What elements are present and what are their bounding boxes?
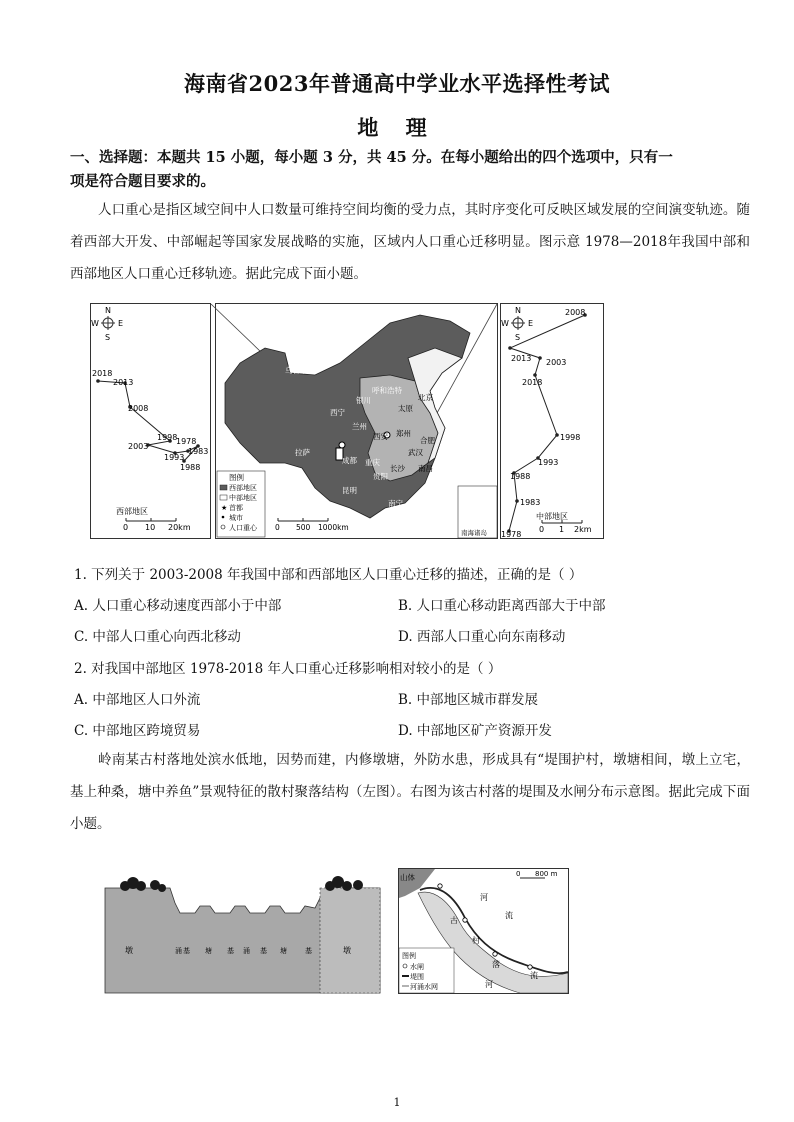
question-2-stem: 2. 对我国中部地区 1978-2018 年人口重心迁移影响相对较小的是（ ） [74, 661, 502, 677]
left-compass-n: N [105, 306, 111, 315]
city-xian: 西安 [373, 432, 388, 441]
right-scale-2: 2km [574, 525, 592, 534]
left-scale-10: 10 [145, 523, 156, 532]
q2-option-c[interactable]: C. 中部地区跨境贸易 [74, 723, 201, 739]
right-compass-n: N [515, 306, 521, 315]
exam-title: 海南省2023年普通高中学业水平选择性考试 [184, 71, 610, 96]
right-year-2018: 2018 [522, 378, 543, 387]
xs-label-7: 基 [260, 947, 267, 955]
xs-label-3: 基 [183, 947, 190, 955]
legend-capital: 首都 [229, 504, 243, 512]
section-heading [70, 146, 750, 194]
xs-label-4: 塘 [205, 947, 212, 955]
left-compass-e: E [118, 319, 124, 328]
city-beijing: 北京 [418, 393, 433, 402]
right-year-1978: 1978 [501, 530, 522, 539]
left-year-1993: 1993 [164, 453, 185, 462]
legend-west-swatch [220, 485, 227, 490]
map-scale-500: 500 [296, 523, 311, 532]
left-year-1998: 1998 [157, 433, 178, 442]
q1-option-a[interactable]: A. 人口重心移动速度西部小于中部 [74, 598, 282, 614]
right-scale-1: 1 [559, 525, 565, 534]
right-year-1988: 1988 [510, 472, 531, 481]
map-label-he2: 河 [485, 980, 493, 989]
village-scale-0: 0 [516, 870, 521, 878]
left-scale-0: 0 [123, 523, 129, 532]
city-changsha: 长沙 [390, 464, 405, 473]
right-compass-e: E [528, 319, 534, 328]
right-region-label: 中部地区 [536, 512, 568, 521]
legend-gravity-icon [221, 525, 225, 529]
city-nanchang: 南昌 [418, 464, 433, 473]
map-label-luo: 落 [492, 960, 500, 969]
city-kunming: 昆明 [342, 486, 357, 495]
left-year-1983: 1983 [188, 447, 209, 456]
city-lhasa: 拉萨 [295, 448, 310, 457]
right-year-2003: 2003 [546, 358, 567, 367]
city-zhengzhou: 郑州 [396, 429, 411, 438]
cross-section-diagram [105, 876, 380, 993]
subject-title: 地 理 [357, 115, 437, 140]
village-legend-title: 图例 [402, 952, 416, 960]
mountain-label: 山体 [400, 873, 415, 882]
right-compass-w: W [501, 319, 509, 328]
left-year-1978: 1978 [176, 437, 197, 446]
q1-option-b[interactable]: B. 人口重心移动距离西部大于中部 [398, 598, 606, 614]
left-year-2013: 2013 [113, 378, 134, 387]
left-compass-w: W [91, 319, 99, 328]
right-year-1998: 1998 [560, 433, 581, 442]
q2-option-b[interactable]: B. 中部地区城市群发展 [398, 692, 539, 708]
village-scale-800: 800 m [535, 870, 558, 878]
village-legend-sluice: 水闸 [410, 963, 424, 971]
figure-1 [90, 303, 605, 539]
figure-1-svg [90, 303, 605, 539]
city-chengdu: 成都 [342, 456, 357, 465]
xs-label-6: 涌 [243, 947, 250, 955]
xs-label-1: 墩 [125, 946, 133, 955]
city-nanning: 南宁 [388, 499, 403, 508]
right-year-2013: 2013 [511, 354, 532, 363]
xs-label-8: 塘 [280, 947, 287, 955]
right-scale-0: 0 [539, 525, 545, 534]
passage-2: 岭南某古村落地处滨水低地，因势而建，内修墩塘，外防水患，形成具有“堤围护村，墩塘相间，墩上立宅，基上种桑，塘中养鱼”景观特征的散村聚落结构（左图）。右图为该古村落的堤围及水闸分布示意图。据此完成下面小题。 [70, 752, 750, 832]
page-number: 1 [393, 1096, 401, 1109]
legend-central-swatch [220, 495, 227, 500]
left-compass-s: S [105, 333, 111, 342]
right-year-1983: 1983 [520, 498, 541, 507]
village-legend-levee: 堤围 [410, 973, 424, 981]
q1-option-c[interactable]: C. 中部人口重心向西北移动 [74, 629, 241, 645]
west-gravity-center-marker [339, 442, 345, 448]
map-label-he: 河 [480, 893, 488, 902]
passage-1: 人口重心是指区域空间中人口数量可维持空间均衡的受力点，其时序变化可反映区域发展的空间演变轨迹。随着西部大开发、中部崛起等国家发展战略的实施，区域内人口重心迁移明显。图示意 1978—2018年我国中部和西部地区人口重心迁移轨迹。据此完成下面小题。 [70, 202, 750, 282]
city-lanzhou: 兰州 [352, 422, 367, 431]
xs-label-10: 墩 [343, 946, 351, 955]
city-guiyang: 贵阳 [373, 472, 388, 481]
city-wuhan: 武汉 [408, 448, 423, 457]
figure-2-svg [100, 868, 690, 998]
city-urumqi: 乌鲁木齐 [285, 366, 315, 375]
right-year-2008: 2008 [565, 308, 586, 317]
right-year-1993: 1993 [538, 458, 559, 467]
left-year-2003: 2003 [128, 442, 149, 451]
city-chongqing: 重庆 [365, 458, 380, 467]
left-region-label: 西部地区 [116, 507, 148, 516]
city-hefei: 合肥 [420, 436, 435, 445]
question-1-stem: 1. 下列关于 2003-2008 年我国中部和西部地区人口重心迁移的描述，正确的是（ ） [74, 567, 583, 583]
city-xining: 西宁 [330, 408, 345, 417]
map-label-gu: 古 [450, 916, 458, 925]
map-scale-1000: 1000km [318, 523, 349, 532]
map-scale-0: 0 [275, 523, 280, 532]
xs-label-2: 涌 [175, 947, 182, 955]
right-compass-s: S [515, 333, 521, 342]
map-label-liu: 流 [505, 911, 513, 920]
legend-central: 中部地区 [229, 494, 257, 502]
legend-title: 图例 [229, 473, 244, 482]
section-heading-line2: 项是符合题目要求的。 [70, 173, 215, 190]
city-taiyuan: 太原 [398, 404, 413, 413]
left-year-2008: 2008 [128, 404, 149, 413]
city-hohhot: 呼和浩特 [372, 386, 402, 395]
legend-city-icon [222, 516, 225, 519]
village-legend-waterway: 河涌水网 [410, 983, 438, 991]
map-label-cun: 村 [472, 936, 480, 945]
left-year-1988: 1988 [180, 463, 201, 472]
legend-sluice-icon [403, 964, 407, 968]
section-heading-line1: 一、选择题：本题共 15 小题，每小题 3 分，共 45 分。在每小题给出的四个选项中，只有一 [70, 149, 673, 166]
legend-capital-icon: ★ [221, 504, 228, 512]
q2-option-a[interactable]: A. 中部地区人口外流 [74, 692, 201, 708]
left-year-2018: 2018 [92, 369, 113, 378]
trees-icon [120, 876, 363, 892]
city-yinchuan: 银川 [356, 396, 371, 405]
inset-label: 南海诸岛 [461, 529, 487, 537]
legend-gravity: 人口重心 [229, 524, 257, 532]
figure-2 [100, 868, 690, 998]
q2-option-d[interactable]: D. 中部地区矿产资源开发 [398, 723, 552, 739]
left-scale-20: 20km [168, 523, 191, 532]
map-label-liu2: 流 [530, 971, 538, 980]
q1-option-d[interactable]: D. 西部人口重心向东南移动 [398, 629, 566, 645]
legend-west: 西部地区 [229, 484, 257, 492]
xs-label-5: 基 [227, 947, 234, 955]
legend-city: 城市 [229, 514, 243, 522]
xs-label-9: 基 [305, 947, 312, 955]
